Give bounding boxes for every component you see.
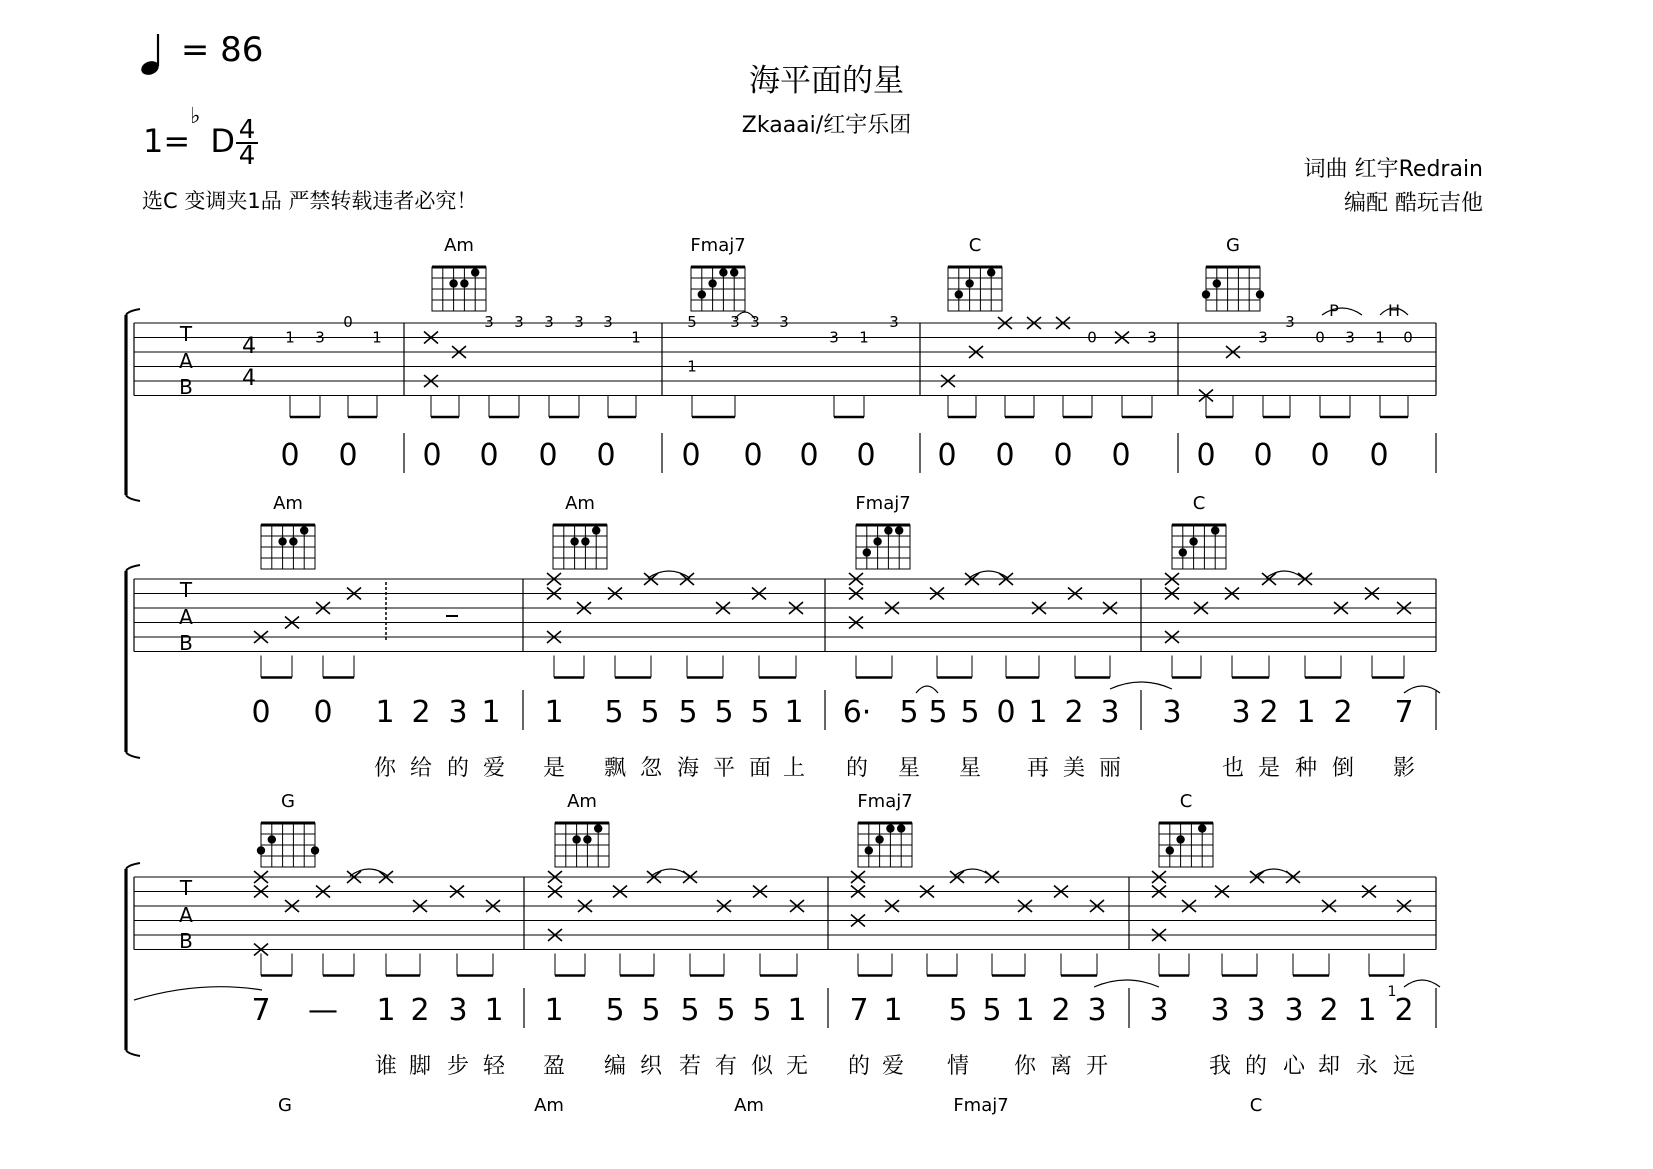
lyric-char: 却: [1317, 1054, 1341, 1079]
chord-dot: [570, 537, 578, 545]
slur: [1404, 980, 1440, 987]
jianpu-note: 7: [1394, 695, 1414, 730]
lyric-char: 种: [1294, 756, 1318, 781]
chord-name: Am: [567, 791, 597, 812]
jianpu-note: 0: [596, 438, 616, 473]
jianpu-note: 1: [481, 695, 501, 730]
jianpu-note: 0: [1111, 438, 1131, 473]
jianpu-note: 3: [1246, 993, 1266, 1028]
tab-digit: 3: [574, 313, 584, 331]
arranger: 编配 酷玩吉他: [1344, 191, 1483, 216]
chord-dot: [1166, 846, 1174, 854]
slur: [134, 987, 262, 1000]
jianpu-note: 2: [1333, 695, 1353, 730]
jianpu-note: 2: [1259, 695, 1279, 730]
tab-time-bottom: 4: [242, 366, 256, 391]
lyric-char: 你: [373, 756, 397, 781]
chord-dot: [987, 268, 995, 276]
jianpu-note: 5: [928, 695, 948, 730]
flat-sign: ♭: [190, 104, 201, 129]
jianpu-note: 0: [479, 438, 499, 473]
system-bracket: [126, 565, 140, 571]
chord-dot: [719, 268, 727, 276]
jianpu-note: 5: [960, 695, 980, 730]
tab-label-t: T: [179, 578, 193, 602]
tab-digit: 3: [1147, 328, 1157, 347]
chord-dot: [886, 824, 894, 832]
jianpu-note: 0: [338, 438, 358, 473]
tab-label-b: B: [179, 375, 193, 399]
tab-digit: 1: [687, 357, 697, 376]
lyric-char: 离: [1049, 1054, 1073, 1079]
chord-name: Fmaj7: [953, 1095, 1009, 1116]
jianpu-note: 5: [899, 695, 919, 730]
jianpu-note: 5: [948, 993, 968, 1028]
lyric-char: 步: [446, 1054, 470, 1079]
chord-name: Am: [534, 1095, 564, 1116]
tab-digit: 0: [1403, 328, 1413, 347]
chord-dot: [572, 835, 580, 843]
lyric-char: 似: [750, 1054, 774, 1079]
tab-time-top: 4: [242, 334, 256, 359]
song-artist: Zkaaai/红宇乐团: [741, 113, 912, 138]
tab-label-a: A: [179, 903, 193, 927]
system-bracket: [126, 309, 140, 315]
tab-digit: 0: [1315, 328, 1325, 347]
tab-digit: 1: [372, 328, 382, 347]
lyric-char: 心: [1282, 1054, 1306, 1079]
tab-digit: 5: [687, 313, 697, 331]
slur: [1322, 308, 1362, 315]
chord-dot: [1211, 526, 1219, 534]
slur: [916, 686, 938, 693]
chord-dot: [895, 526, 903, 534]
chord-name: G: [1226, 235, 1240, 256]
tab-digit: 3: [750, 313, 760, 331]
jianpu-note: 0: [799, 438, 819, 473]
lyric-char: 也: [1221, 756, 1245, 781]
tab-digit: 0: [1087, 328, 1097, 347]
jianpu-note: 0: [313, 695, 333, 730]
chord-dot: [460, 279, 468, 287]
chord-name: G: [278, 1095, 292, 1116]
jianpu-note: 3: [1162, 695, 1182, 730]
chord-dot: [897, 824, 905, 832]
chord-name: G: [281, 791, 295, 812]
lyric-char: 影: [1392, 756, 1416, 781]
jianpu-note: 6·: [842, 695, 872, 730]
chord-dot: [581, 537, 589, 545]
lyric-char: 星: [958, 756, 982, 781]
chord-name: C: [1249, 1095, 1263, 1116]
jianpu-note: 0: [422, 438, 442, 473]
chord-name: Fmaj7: [857, 791, 913, 812]
chord-dot: [257, 846, 265, 854]
tempo-value: = 86: [180, 30, 264, 70]
system-bracket: [126, 495, 140, 501]
lyric-char: 盈: [542, 1054, 566, 1079]
jianpu-note: 1: [1296, 695, 1316, 730]
jianpu-note: 0: [251, 695, 271, 730]
lyric-char: 有: [714, 1054, 738, 1079]
chord-dot: [730, 268, 738, 276]
lyric-char: 无: [785, 1054, 809, 1079]
chord-name: C: [1192, 493, 1206, 514]
chord-dot: [863, 548, 871, 556]
tab-digit: 3: [730, 313, 740, 331]
tab-digit: 1: [859, 328, 869, 347]
tab-digit: 3: [1345, 328, 1355, 347]
lyric-char: 织: [639, 1054, 663, 1079]
chord-name: Am: [734, 1095, 764, 1116]
jianpu-note: 5: [605, 993, 625, 1028]
chord-dot: [1256, 290, 1264, 298]
jianpu-note: 1: [484, 993, 504, 1028]
chord-dot: [708, 279, 716, 287]
jianpu-note: 1: [1357, 993, 1377, 1028]
tab-digit: 3: [779, 313, 789, 331]
jianpu-note: 2: [1319, 993, 1339, 1028]
tab-label-a: A: [179, 349, 193, 373]
lyric-char: 平: [712, 756, 736, 781]
jianpu-note: 1: [544, 993, 564, 1028]
jianpu-note: 5: [752, 993, 772, 1028]
lyric-char: 你: [1013, 1054, 1037, 1079]
tab-label-a: A: [179, 605, 193, 629]
chord-dot: [1179, 548, 1187, 556]
slur: [1110, 682, 1172, 689]
lyric-char: 的: [845, 756, 869, 781]
song-title: 海平面的星: [749, 63, 904, 99]
lyric-char: 轻: [482, 1054, 506, 1079]
lyric-char: 开: [1085, 1054, 1109, 1079]
chord-dot: [1213, 279, 1221, 287]
tab-label-t: T: [179, 322, 193, 346]
chord-name: C: [968, 235, 982, 256]
jianpu-note: 2: [1064, 695, 1084, 730]
chord-name: Fmaj7: [690, 235, 746, 256]
jianpu-note: 5: [641, 993, 661, 1028]
jianpu-note: 3: [1231, 695, 1251, 730]
lyric-char: 我: [1208, 1054, 1232, 1079]
jianpu-note: 3: [1210, 993, 1230, 1028]
jianpu-note: 1: [1028, 695, 1048, 730]
tab-digit: 0: [343, 313, 353, 331]
tab-digit: 3: [829, 328, 839, 347]
lyric-char: 的: [1244, 1054, 1268, 1079]
lyricist-composer: 词曲 红宇Redrain: [1303, 157, 1483, 182]
jianpu-note: 1: [376, 993, 396, 1028]
lyric-char: 星: [897, 756, 921, 781]
lyric-char: 脚: [408, 1054, 432, 1079]
tab-digit: 3: [1285, 313, 1295, 331]
jianpu-note: 0: [681, 438, 701, 473]
system-bracket: [126, 752, 140, 758]
lyric-char: 情: [946, 1054, 970, 1079]
system-bracket: [126, 863, 140, 869]
jianpu-note: 1: [544, 695, 564, 730]
chord-name: Am: [444, 235, 474, 256]
chord-dot: [583, 835, 591, 843]
tab-digit: 3: [889, 313, 899, 331]
chord-name: Am: [273, 493, 303, 514]
lyric-char: 若: [678, 1054, 702, 1079]
lyric-char: 面: [748, 756, 772, 781]
jianpu-note: 7: [849, 993, 869, 1028]
jianpu-note: 0: [996, 695, 1016, 730]
lyric-char: 再: [1026, 756, 1050, 781]
tab-digit: 3: [514, 313, 524, 331]
lyric-char: 永: [1355, 1054, 1379, 1079]
jianpu-note: 3: [1284, 993, 1304, 1028]
jianpu-note: 0: [1196, 438, 1216, 473]
chord-dot: [1176, 835, 1184, 843]
chord-dot: [698, 290, 706, 298]
time-signature: 4 4: [236, 118, 258, 168]
tab-digit: 1: [285, 328, 295, 347]
jianpu-note: 2: [411, 695, 431, 730]
jianpu-note: 3: [448, 695, 468, 730]
tab-label-b: B: [179, 929, 193, 953]
lyric-char: 丽: [1098, 756, 1122, 781]
lyric-char: 倒: [1331, 756, 1355, 781]
jianpu-note: 0: [538, 438, 558, 473]
lyric-char: 爱: [881, 1054, 905, 1079]
chord-name: Am: [565, 493, 595, 514]
chord-dot: [311, 846, 319, 854]
chord-dot: [268, 835, 276, 843]
system-bracket: [126, 1050, 140, 1056]
capo-note: 选C 变调夹1品 严禁转载违者必究！: [142, 189, 478, 213]
tab-digit: 3: [544, 313, 554, 331]
jianpu-note: 3: [1100, 695, 1120, 730]
tab-label-t: T: [179, 876, 193, 900]
chord-dot: [884, 526, 892, 534]
lyric-char: 上: [782, 756, 806, 781]
jianpu-note: 5: [678, 695, 698, 730]
jianpu-note: 1: [375, 695, 395, 730]
jianpu-note: 3: [1087, 993, 1107, 1028]
jianpu-note: 5: [982, 993, 1002, 1028]
tab-digit: 3: [603, 313, 613, 331]
lyric-char: 给: [409, 756, 433, 781]
lyric-char: 飘: [603, 756, 627, 781]
jianpu-note: 5: [640, 695, 660, 730]
lyric-char: 的: [847, 1054, 871, 1079]
chord-dot: [471, 268, 479, 276]
chord-dot: [592, 526, 600, 534]
lyric-char: 是: [542, 756, 566, 781]
chord-dot: [278, 537, 286, 545]
tab-digit: 3: [484, 313, 494, 331]
jianpu-note: 0: [280, 438, 300, 473]
jianpu-note: 0: [1310, 438, 1330, 473]
jianpu-note: 0: [1053, 438, 1073, 473]
jianpu-note: 2: [1394, 993, 1414, 1028]
jianpu-note: 1: [784, 695, 804, 730]
chord-dot: [449, 279, 457, 287]
lyric-char: 远: [1392, 1054, 1416, 1079]
chord-dot: [965, 279, 973, 287]
grace-note: 1: [1387, 984, 1397, 1000]
chord-dot: [300, 526, 308, 534]
chord-dot: [955, 290, 963, 298]
jianpu-note: 0: [856, 438, 876, 473]
chord-name: C: [1179, 791, 1193, 812]
chord-dot: [875, 835, 883, 843]
chord-dot: [873, 537, 881, 545]
jianpu-note: 3: [448, 993, 468, 1028]
lyric-char: 爱: [482, 756, 506, 781]
jianpu-note: 1: [1015, 993, 1035, 1028]
chord-dot: [289, 537, 297, 545]
tab-digit: 1: [631, 328, 641, 347]
jianpu-note: 5: [604, 695, 624, 730]
jianpu-note: 0: [937, 438, 957, 473]
jianpu-note: 5: [714, 695, 734, 730]
chord-name: Fmaj7: [855, 493, 911, 514]
tab-label-b: B: [179, 631, 193, 655]
lyric-char: 海: [676, 756, 700, 781]
jianpu-note: 0: [1253, 438, 1273, 473]
technique-hammer-on: H: [1387, 301, 1401, 320]
slur: [1094, 980, 1159, 987]
technique-pull-off: P: [1329, 301, 1339, 320]
tab-digit: 1: [1375, 328, 1385, 347]
lyric-char: 美: [1062, 756, 1086, 781]
lyric-char: 是: [1257, 756, 1281, 781]
jianpu-note: 1: [787, 993, 807, 1028]
chord-dot: [1202, 290, 1210, 298]
jianpu-note: 1: [883, 993, 903, 1028]
chord-dot: [865, 846, 873, 854]
jianpu-note: 0: [743, 438, 763, 473]
jianpu-note: 5: [750, 695, 770, 730]
jianpu-note: 2: [410, 993, 430, 1028]
tab-digit: 3: [1258, 328, 1268, 347]
chord-dot: [594, 824, 602, 832]
jianpu-note: 0: [1369, 438, 1389, 473]
tab-digit: 3: [315, 328, 325, 347]
lyric-char: 的: [446, 756, 470, 781]
jianpu-note: 0: [995, 438, 1015, 473]
jianpu-note: —: [308, 993, 338, 1028]
jianpu-note: 2: [1051, 993, 1071, 1028]
jianpu-note: 3: [1149, 993, 1169, 1028]
slur: [1255, 869, 1293, 876]
lyric-char: 忽: [639, 756, 663, 781]
jianpu-note: 7: [251, 993, 271, 1028]
chord-dot: [1189, 537, 1197, 545]
lyric-char: 编: [603, 1054, 627, 1079]
jianpu-note: 5: [680, 993, 700, 1028]
slur: [1404, 686, 1440, 693]
key-signature: 1= ♭ D: [143, 104, 235, 160]
chord-dot: [1198, 824, 1206, 832]
jianpu-note: 5: [716, 993, 736, 1028]
lyric-char: 谁: [374, 1054, 398, 1079]
